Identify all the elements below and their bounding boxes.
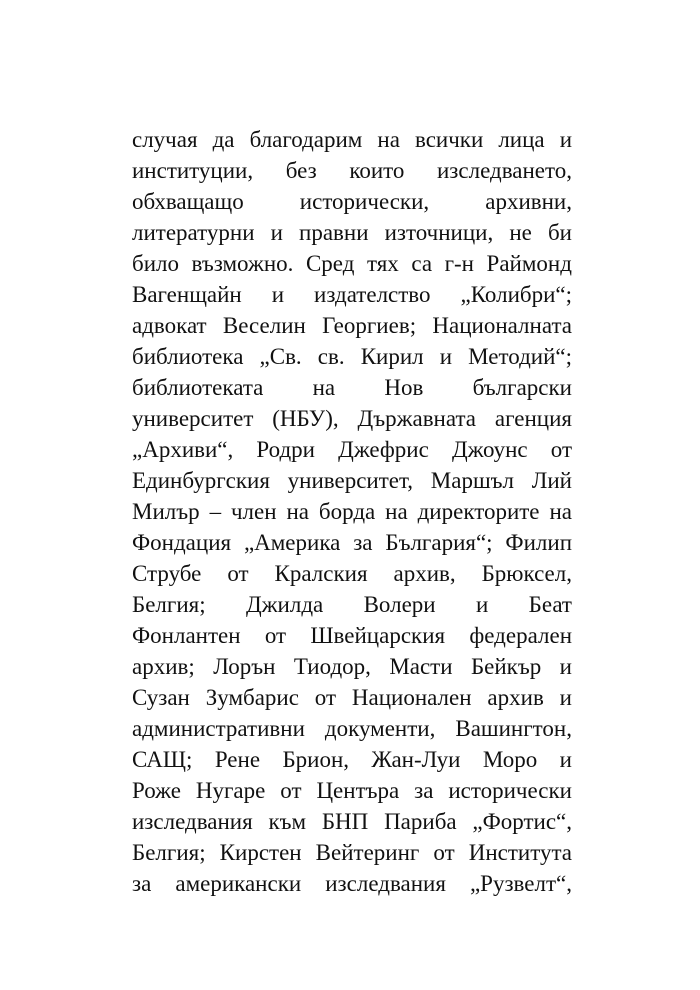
text-line: Сузан Зумбарис от Национален архив и (132, 685, 572, 710)
text-line: институции, без които изследването, (132, 158, 572, 183)
text-line: за американски изследвания „Рузвелт“, (132, 871, 572, 896)
text-line: било възможно. Сред тях са г-н Раймонд (132, 251, 572, 276)
text-line: Единбургския университет, Маршъл Лий (132, 468, 572, 493)
body-text (132, 124, 572, 899)
text-line: изследвания към БНП Париба „Фортис“, (132, 809, 572, 834)
text-line: обхващащо исторически, архивни, (132, 189, 572, 214)
text-line: случая да благодарим на всички лица и (132, 127, 572, 152)
text-line: университет (НБУ), Държавната агенция (132, 406, 572, 431)
text-line: „Архиви“, Родри Джефрис Джоунс от (132, 437, 572, 462)
text-line: Струбе от Кралския архив, Брюксел, (132, 561, 572, 586)
text-line: Фондация „Америка за България“; Филип (132, 530, 572, 555)
text-line: Вагенщайн и издателство „Колибри“; (132, 282, 572, 307)
text-line: библиотека „Св. св. Кирил и Методий“; (132, 344, 572, 369)
text-line: литературни и правни източници, не би (132, 220, 572, 245)
text-line: Роже Нугаре от Центъра за исторически (132, 778, 572, 803)
text-line: архив; Лорън Тиодор, Масти Бейкър и (132, 654, 572, 679)
text-line: административни документи, Вашингтон, (132, 716, 572, 741)
text-line: библиотеката на Нов български (132, 375, 572, 400)
text-line: Белгия; Джилда Волери и Беат (132, 592, 572, 617)
text-line: Фонлантен от Швейцарския федерален (132, 623, 572, 648)
text-line: Милър – член на борда на директорите на (132, 499, 572, 524)
text-line: Белгия; Кирстен Вейтеринг от Института (132, 840, 572, 865)
text-line: адвокат Веселин Георгиев; Националната (132, 313, 572, 338)
text-line: САЩ; Рене Брион, Жан-Луи Моро и (132, 747, 572, 772)
